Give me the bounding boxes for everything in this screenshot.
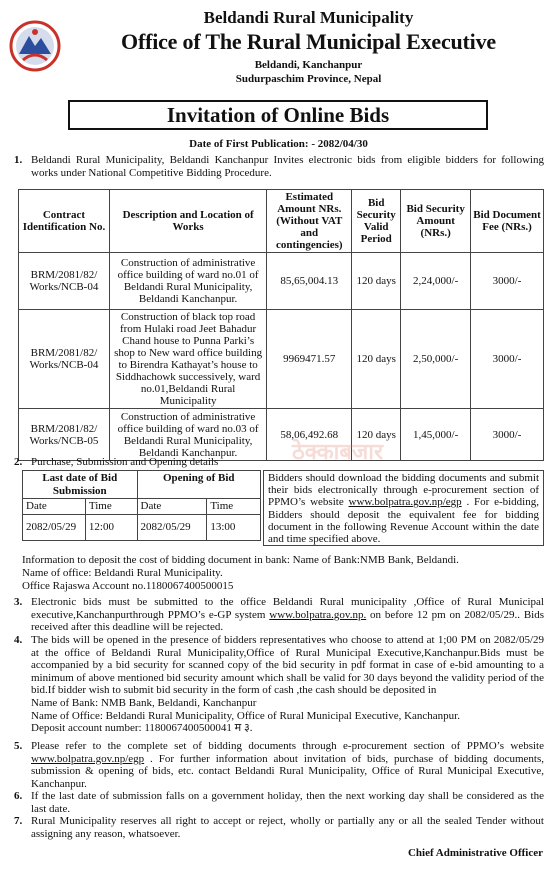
table-row [19, 310, 544, 409]
security-amount: 2,24,000/- [401, 253, 471, 310]
bank-info-line: Office Rajaswa Account no.1180067400500015 [22, 580, 234, 592]
clause-text: Beldandi Rural Municipality, Beldandi Kanchanpur Invites electronic bids from eligible bidders for following works under National Competitive Bidding Procedure. [31, 154, 544, 179]
document-fee: 3000/- [471, 409, 544, 461]
table-row [19, 409, 544, 461]
col-estimated-amount: Estimated Amount NRs. (Without VAT and contingencies) [267, 190, 352, 253]
col-description: Description and Location of Works [109, 190, 266, 253]
col-security-amount: Bid Security Amount (NRs.) [401, 190, 471, 253]
clause-number: 6. [14, 790, 23, 802]
office-name: Office of The Rural Municipal Executive [121, 29, 496, 54]
municipality-name: Beldandi Rural Municipality [203, 8, 414, 27]
deposit-office: Name of Office: Beldandi Rural Municipality, Office of Rural Municipal Executive, Kanchanpur. [31, 709, 460, 722]
time-label: Time [207, 499, 261, 515]
clause-3 [14, 596, 544, 634]
contract-id: BRM/2081/82/ Works/NCB-04 [19, 253, 110, 310]
clause-text: Rural Municipality reserves all right to accept or reject, wholly or partially any or all the sealed Tender without assigning any reason, whatsoever. [31, 815, 544, 840]
clause-4 [14, 634, 544, 735]
security-validity: 120 days [352, 253, 401, 310]
address-line-1: Beldandi, Kanchanpur [254, 59, 363, 71]
clause-number: 4. [14, 634, 23, 646]
clause-1 [14, 154, 544, 179]
security-validity: 120 days [352, 409, 401, 461]
work-description: Construction of administrative office building of ward no.01 of Beldandi Rural Municipality, Beldandi Kanchanpur. [109, 253, 266, 310]
estimated-amount: 9969471.57 [267, 310, 352, 409]
publication-date: Date of First Publication: - 2082/04/30 [189, 138, 368, 150]
security-amount: 1,45,000/- [401, 409, 471, 461]
clause-number: 1. [14, 154, 23, 166]
clause-number: 5. [14, 740, 23, 752]
security-validity: 120 days [352, 310, 401, 409]
clause-5 [14, 740, 544, 790]
signature: Chief Administrative Officer [407, 847, 543, 859]
contract-id: BRM/2081/82/ Works/NCB-05 [19, 409, 110, 461]
note-text: Bidders should download the bidding documents and submit their bids electronically through e-procurement section of PPMO’s website [268, 472, 539, 509]
clause-2 [14, 456, 544, 469]
work-description: Construction of administrative office building of ward no.03 of Beldandi Rural Municipality, Beldandi Kanchanpur. [109, 409, 266, 461]
opening-time: 13:00 [207, 514, 261, 540]
document-fee: 3000/- [471, 310, 544, 409]
egp-link[interactable]: www.bolpatra.gov.np/egp [348, 496, 462, 509]
bank-info [22, 554, 459, 593]
deposit-bank: Name of Bank: NMB Bank, Beldandi, Kanchanpur [31, 696, 257, 709]
opening-date: 2082/05/29 [137, 514, 207, 540]
opening-header: Opening of Bid [137, 471, 260, 499]
last-date-header: Last date of Bid Submission [23, 471, 138, 499]
clause-number: 3. [14, 596, 23, 608]
watermark: ठेक्काबजार [292, 439, 383, 464]
estimated-amount: 85,65,004.13 [267, 253, 352, 310]
security-amount: 2,50,000/- [401, 310, 471, 409]
clause-7 [14, 815, 544, 840]
contract-id: BRM/2081/82/ Works/NCB-04 [19, 310, 110, 409]
clause-text: Electronic bids must be submitted to the office Beldandi Rural municipality ,Office of Rural Municipal executive,Kanchanpurthrough PPMO’s e-GP system www.bolpatra.gov.np. on before 12 pm on 2082/05/29.. Bids received after this deadline will be rejected. [31, 596, 544, 634]
time-label: Time [85, 499, 137, 515]
date-label: Date [23, 499, 86, 515]
clause-text: Please refer to the complete set of bidding documents through e-procurement section of PPMO’s website www.bolpatra.gov.np/egp . For further information about invitation of bids, purchase of bidding documents, submission & opening of bids, etc. contact Beldandi Rural Municipality, Office of Rural Municipal Executive, Kanchanpur. [31, 740, 544, 790]
col-document-fee: Bid Document Fee (NRs.) [471, 190, 544, 253]
col-contract-id: Contract Identification No. [19, 190, 110, 253]
clause-number: 7. [14, 815, 23, 827]
clause-6 [14, 790, 544, 815]
submission-time: 12:00 [85, 514, 137, 540]
col-security-validity: Bid Security Valid Period [352, 190, 401, 253]
document-fee: 3000/- [471, 253, 544, 310]
nepal-emblem-icon [9, 20, 61, 72]
submission-date: 2082/05/29 [23, 514, 86, 540]
date-label: Date [137, 499, 207, 515]
notice-title: Invitation of Online Bids [68, 100, 488, 130]
deposit-account: Deposit account number: 1180067400500041 म ३. [31, 722, 253, 735]
clause-number: 2. [14, 456, 23, 468]
bank-info-line: Information to deposit the cost of bidding document in bank: Name of Bank:NMB Bank, Beldandi. [22, 554, 459, 566]
schedule-table [22, 470, 261, 541]
clause-text: The bids will be opened in the presence of bidders representatives who choose to attend at 1;00 PM on 2082/05/29 at the office of Beldandi Rural Municipality,Office of Rural Municipal Executive,Kanchanpur.Bids must be accompanied by a bid security for scanned copy of the bid security in pdf format in case of e-bid amounting to a minimum of above mentioned bid security amount which shall be valid for 30 days beyond the validity period of the bid.If bidder wish to submit bid security in the form of cash ,the cash should be deposited in [31, 634, 544, 697]
bank-info-line: Name of office: Beldandi Rural Municipality. [22, 567, 223, 579]
clause-text: If the last date of submission falls on a government holiday, then the next working day shall be considered as the last date. [31, 790, 544, 815]
note-text: . For e-bidding, Bidders should deposit the equivalent fee for bidding document in the following Revenue Account within the date and time specified above. [268, 496, 539, 546]
e-bidding-note [263, 470, 544, 546]
bid-table [18, 189, 544, 461]
work-description: Construction of black top road from Hulaki road Jeet Bahadur Chand house to Punna Parki’s shop to New ward office building to Birendra Kathayat’s house to Siddhachowk successively, ward no.01,Beldandi Rural Municipality [109, 310, 266, 409]
bid-table-header-row [19, 190, 544, 253]
clause-text: Purchase, Submission and Opening details [31, 456, 219, 468]
bolpatra-link[interactable]: www.bolpatra.gov.np. [269, 608, 367, 621]
egp-link[interactable]: www.bolpatra.gov.np/egp [31, 752, 145, 765]
estimated-amount: 58,06,492.68 [267, 409, 352, 461]
address-line-2: Sudurpaschim Province, Nepal [235, 73, 382, 85]
table-row [19, 253, 544, 310]
